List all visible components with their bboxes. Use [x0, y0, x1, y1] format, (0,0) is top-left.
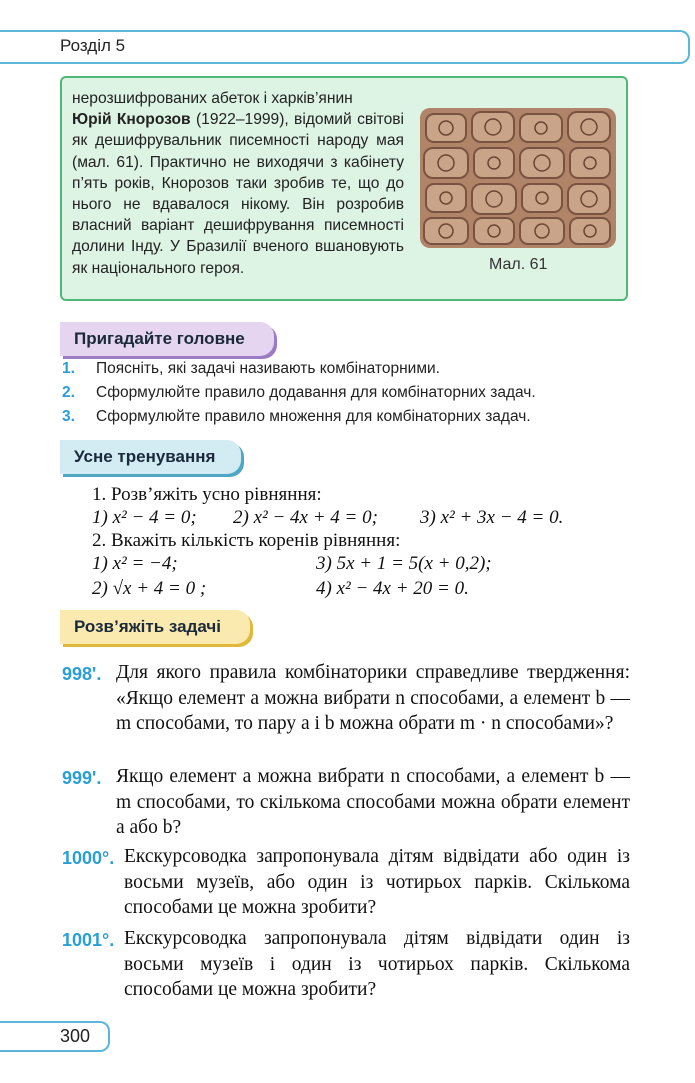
remember-item-1: Поясніть, які задачі називають комбінаторними.: [96, 360, 440, 377]
page-number: 300: [60, 1026, 91, 1046]
task-num-1000: 1000°.: [62, 848, 115, 868]
scientist-name: Юрій Кнорозов: [72, 111, 191, 129]
figure-caption: Мал. 61: [489, 256, 548, 273]
oral-q2-item-4: 4) x² − 4x + 20 = 0.: [316, 578, 469, 599]
remember-num-2: 2.: [62, 384, 75, 401]
remember-num-1: 1.: [62, 360, 75, 377]
maya-glyphs-image: [420, 108, 616, 248]
task-num-998: 998'.: [62, 664, 102, 684]
info-line2: (1922–1999), відомий: [190, 111, 352, 129]
task-999: Якщо елемент a можна вибрати n способами, а елемент b — m способами, то скількома способами можна обрати елемент a або b?: [116, 766, 630, 838]
oral-heading: Усне тренування: [60, 440, 241, 474]
oral-q2: 2. Вкажіть кількість коренів рівняння:: [92, 530, 401, 551]
footer-bar: [0, 1021, 110, 1052]
oral-q2-item-3: 3) 5x + 1 = 5(x + 0,2);: [316, 553, 492, 574]
info-line1: нерозшифрованих абеток і харків’янин: [72, 90, 353, 107]
task-998: Для якого правила комбінаторики справедливе твердження: «Якщо елемент a можна вибрати n способами, а елемент b — m способами, то пару a і b можна обрати m · n способами»?: [116, 662, 630, 734]
remember-heading: Пригадайте головне: [60, 322, 274, 356]
oral-q1-item-2: 2) x² − 4x + 4 = 0;: [233, 507, 378, 528]
oral-q1: 1. Розв’яжіть усно рівняння:: [92, 484, 322, 505]
remember-num-3: 3.: [62, 408, 75, 425]
info-body: світові як дешифрувальник писемності народу мая (мал. 61). Практично не виходячи з кабінету п’ять років, Кнорозов таки зробив те, що до нього не вдавалося нікому. Він розробив власний варіант дешифрування писемності долини Інду. У Бразилії вченого вшановують як національного героя.: [72, 111, 404, 277]
oral-q1-item-1: 1) x² − 4 = 0;: [92, 507, 197, 528]
oral-q2-item-1: 1) x² = −4;: [92, 553, 178, 574]
remember-item-2: Сформулюйте правило додавання для комбінаторних задач.: [96, 384, 536, 401]
oral-q2-item-2: 2) √x + 4 = 0 ;: [92, 578, 207, 599]
task-1000: Екскурсоводка запропонувала дітям відвідати або один із восьми музеїв, або один із чотирьох парків. Скількома способами це можна зробити?: [124, 846, 630, 918]
task-1001: Екскурсоводка запропонувала дітям відвідати один із восьми музеїв і один із чотирьох парків. Скількома способами це можна зробити?: [124, 928, 630, 1000]
task-num-1001: 1001°.: [62, 930, 115, 950]
oral-q1-item-3: 3) x² + 3x − 4 = 0.: [420, 507, 564, 528]
info-text: [72, 88, 404, 279]
task-num-999: 999'.: [62, 768, 102, 788]
section-title: Розділ 5: [60, 36, 126, 55]
remember-item-3: Сформулюйте правило множення для комбінаторних задач.: [96, 408, 531, 425]
tasks-heading: Розв’яжіть задачі: [60, 610, 250, 644]
